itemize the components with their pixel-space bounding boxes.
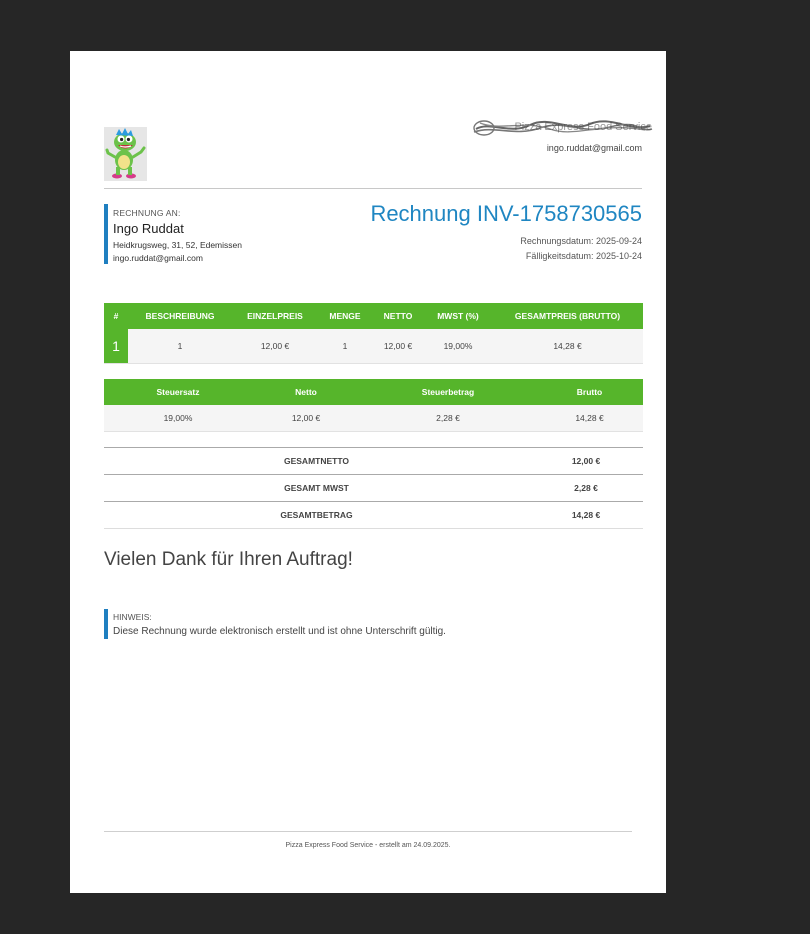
tax-amount: 2,28 € [360, 405, 536, 432]
items-header-net: NETTO [372, 303, 424, 329]
tax-rate: 19,00% [104, 405, 252, 432]
tax-header-row [104, 379, 643, 405]
item-vat: 19,00% [424, 329, 492, 364]
totals-grand-label-text: GESAMTBETRAG [280, 510, 353, 520]
totals-vat-label-text: GESAMT MWST [284, 483, 349, 493]
tax-header-gross: Brutto [536, 379, 643, 405]
footer-divider [104, 831, 632, 832]
totals-net-label-text: GESAMTNETTO [283, 456, 349, 466]
company-name: Pizza Express Food Service [514, 121, 652, 133]
totals-vat-value: 2,28 € [529, 475, 643, 502]
tax-summary-table [104, 379, 643, 432]
recipient-label: RECHNUNG AN: [113, 208, 181, 218]
totals-grand-value: 14,28 € [529, 502, 643, 529]
totals-row-grand [104, 502, 643, 529]
recipient-email: ingo.ruddat@gmail.com [113, 253, 203, 263]
totals-table [104, 447, 643, 529]
recipient-name: Ingo Ruddat [113, 221, 184, 236]
company-email: ingo.ruddat@gmail.com [546, 143, 642, 153]
totals-net-label [104, 448, 529, 475]
items-header-number: # [104, 303, 128, 329]
totals-grand-label [104, 502, 529, 529]
items-header-quantity: MENGE [318, 303, 372, 329]
item-quantity: 1 [318, 329, 372, 364]
totals-row-vat [104, 475, 643, 502]
totals-row-net [104, 448, 643, 475]
tax-header-net: Netto [252, 379, 360, 405]
items-header-vat: MWST (%) [424, 303, 492, 329]
invoice-title: Rechnung INV-1758730565 [370, 201, 642, 226]
item-unit-price: 12,00 € [232, 329, 318, 364]
tax-header-rate: Steuersatz [104, 379, 252, 405]
dinosaur-mascot-icon [104, 127, 147, 181]
note-text: Diese Rechnung wurde elektronisch erstellt und ist ohne Unterschrift gültig. [113, 626, 446, 637]
item-number: 1 [104, 329, 128, 364]
item-description: 1 [128, 329, 232, 364]
invoice-page [70, 51, 666, 893]
item-gross-total: 14,28 € [492, 329, 643, 364]
items-header-description: BESCHREIBUNG [128, 303, 232, 329]
items-table [104, 303, 643, 364]
tax-net: 12,00 € [252, 405, 360, 432]
footer-text: Pizza Express Food Service - erstellt am 24.09.2025. [285, 842, 451, 849]
item-net: 12,00 € [372, 329, 424, 364]
tax-header-tax-amount: Steuerbetrag [360, 379, 536, 405]
items-header-unit-price: EINZELPREIS [232, 303, 318, 329]
items-header-row [104, 303, 643, 329]
header-divider [104, 188, 642, 189]
totals-vat-label [104, 475, 529, 502]
table-row [104, 329, 643, 364]
invoice-due-date: Fälligkeitsdatum: 2025-10-24 [525, 251, 642, 261]
tax-gross: 14,28 € [536, 405, 643, 432]
note-label: HINWEIS: [113, 612, 152, 622]
recipient-accent-bar [104, 204, 108, 264]
items-header-gross-total: GESAMTPREIS (BRUTTO) [492, 303, 643, 329]
table-row [104, 405, 643, 432]
invoice-date: Rechnungsdatum: 2025-09-24 [520, 236, 642, 246]
recipient-address: Heidkrugsweg, 31, 52, Edemissen [113, 240, 242, 250]
thank-you-message: Vielen Dank für Ihren Auftrag! [104, 549, 353, 570]
totals-net-value: 12,00 € [529, 448, 643, 475]
note-accent-bar [104, 609, 108, 639]
